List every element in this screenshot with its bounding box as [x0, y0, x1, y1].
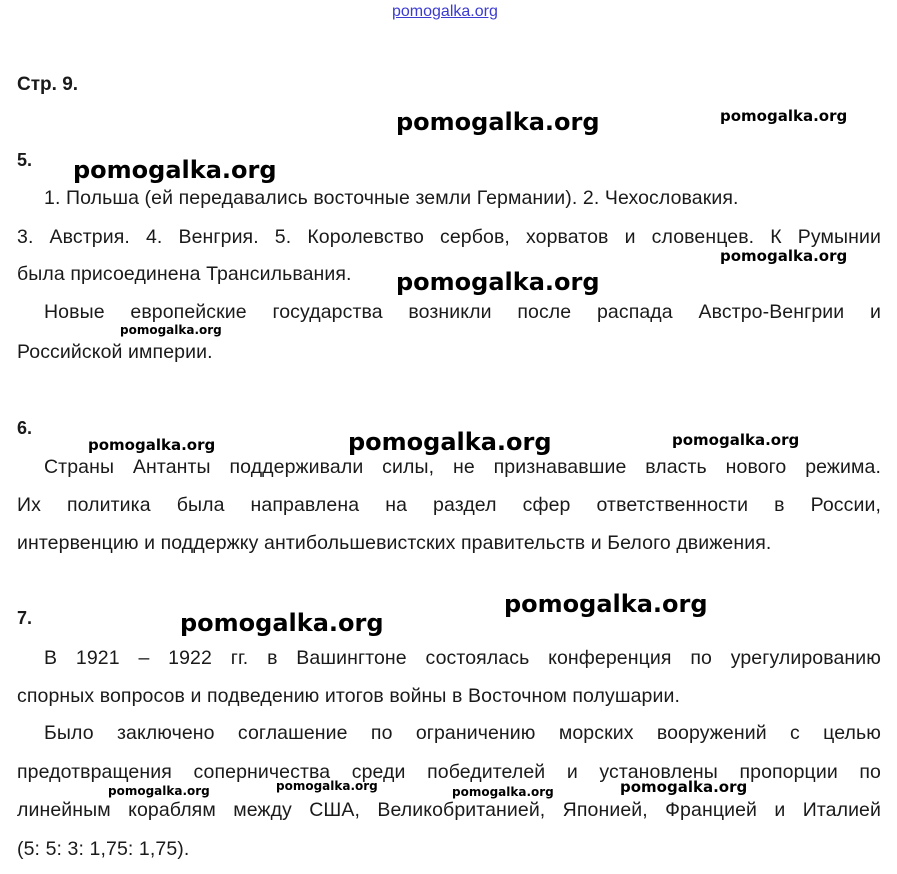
watermark: pomogalka.org	[120, 323, 222, 337]
q5-line-2: 3. Австрия. 4. Венгрия. 5. Королевство сербов, хорватов и словенцев. К Румынии	[17, 226, 881, 248]
watermark: pomogalka.org	[180, 609, 384, 637]
question-number-7: 7.	[17, 608, 33, 628]
watermark: pomogalka.org	[504, 590, 708, 618]
watermark: pomogalka.org	[73, 156, 277, 184]
question-number-5: 5.	[17, 150, 33, 170]
q6-line-2: Их политика была направлена на раздел сфер ответственности в России,	[17, 494, 881, 516]
q7-line-6: (5: 5: 3: 1,75: 1,75).	[17, 838, 190, 860]
watermark: pomogalka.org	[672, 431, 800, 449]
watermark: pomogalka.org	[720, 107, 848, 125]
site-link[interactable]: pomogalka.org	[392, 3, 498, 20]
watermark: pomogalka.org	[108, 784, 210, 798]
watermark: pomogalka.org	[452, 785, 554, 799]
q5-line-1: 1. Польша (ей передавались восточные земли Германии). 2. Чехословакия.	[44, 187, 739, 209]
question-number-6: 6.	[17, 418, 33, 438]
watermark: pomogalka.org	[720, 247, 848, 265]
watermark: pomogalka.org	[396, 108, 600, 136]
watermark: pomogalka.org	[396, 268, 600, 296]
q5-line-4: Новые европейские государства возникли после распада Австро-Венгрии и	[44, 301, 881, 323]
q7-line-5: линейным кораблям между США, Великобританией, Японией, Францией и Италией	[17, 799, 881, 821]
q6-line-1: Страны Антанты поддерживали силы, не признававшие власть нового режима.	[44, 456, 881, 478]
q7-line-4: предотвращения соперничества среди победителей и установлены пропорции по	[17, 761, 881, 783]
page-label: Стр. 9.	[17, 74, 79, 95]
watermark: pomogalka.org	[348, 428, 552, 456]
q7-line-1: В 1921 – 1922 гг. в Вашингтоне состоялась конференция по урегулированию	[44, 647, 881, 669]
watermark: pomogalka.org	[88, 436, 216, 454]
q7-line-2: спорных вопросов и подведению итогов войны в Восточном полушарии.	[17, 685, 681, 707]
q6-line-3: интервенцию и поддержку антибольшевистских правительств и Белого движения.	[17, 532, 772, 554]
watermark: pomogalka.org	[276, 779, 378, 793]
watermark: pomogalka.org	[620, 778, 748, 796]
q5-line-3: была присоединена Трансильвания.	[17, 263, 352, 285]
q7-line-3: Было заключено соглашение по ограничению морских вооружений с целью	[44, 722, 881, 744]
q5-line-5: Российской империи.	[17, 341, 213, 363]
